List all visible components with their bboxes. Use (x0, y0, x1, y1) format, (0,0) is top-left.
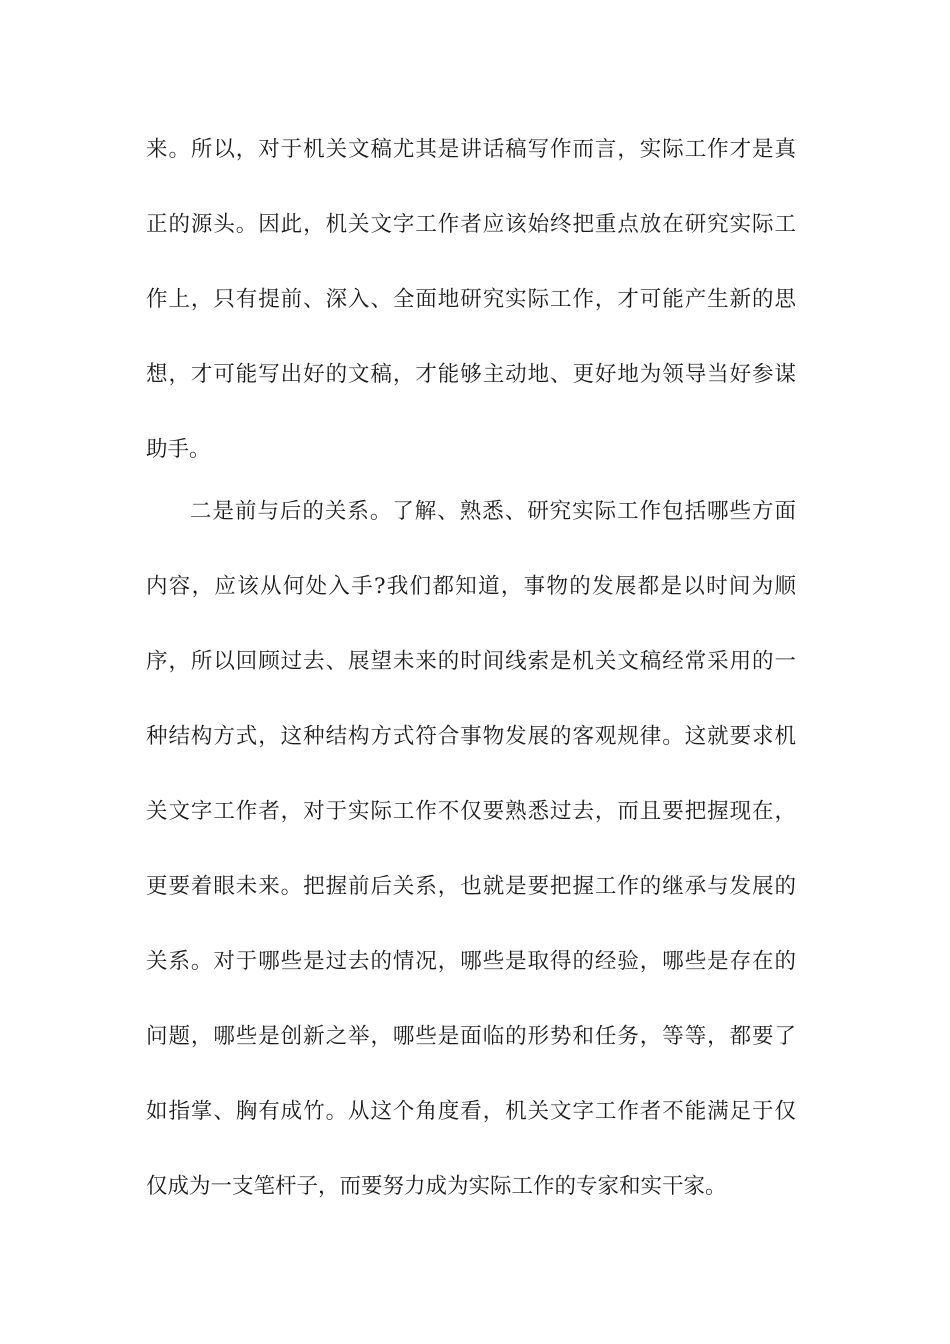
text-line: 内容，应该从何处入手?我们都知道，事物的发展都是以时间为顺 (146, 574, 796, 599)
text-line: 来。所以，对于机关文稿尤其是讲话稿写作而言，实际工作才是真 (146, 137, 796, 162)
text-line: 序，所以回顾过去、展望未来的时间线索是机关文稿经常采用的一 (146, 649, 796, 674)
text-line: 关系。对于哪些是过去的情况，哪些是取得的经验，哪些是存在的 (146, 949, 796, 974)
paragraph-first-line: 二是前与后的关系。了解、熟悉、研究实际工作包括哪些方面 (190, 499, 796, 524)
text-line: 种结构方式，这种结构方式符合事物发展的客观规律。这就要求机 (146, 724, 796, 749)
text-line: 更要着眼未来。把握前后关系，也就是要把握工作的继承与发展的 (146, 874, 796, 899)
text-line: 助手。 (146, 437, 211, 462)
text-line: 如指掌、胸有成竹。从这个角度看，机关文字工作者不能满足于仅 (146, 1099, 796, 1124)
text-line: 问题，哪些是创新之举，哪些是面临的形势和任务，等等，都要了 (146, 1024, 796, 1049)
text-line: 关文字工作者，对于实际工作不仅要熟悉过去，而且要把握现在， (146, 799, 796, 824)
text-line: 作上，只有提前、深入、全面地研究实际工作，才可能产生新的思 (146, 287, 796, 312)
text-line: 仅成为一支笔杆子，而要努力成为实际工作的专家和实干家。 (146, 1174, 727, 1199)
text-line: 正的源头。因此，机关文字工作者应该始终把重点放在研究实际工 (146, 212, 796, 237)
text-line: 想，才可能写出好的文稿，才能够主动地、更好地为领导当好参谋 (146, 362, 796, 387)
